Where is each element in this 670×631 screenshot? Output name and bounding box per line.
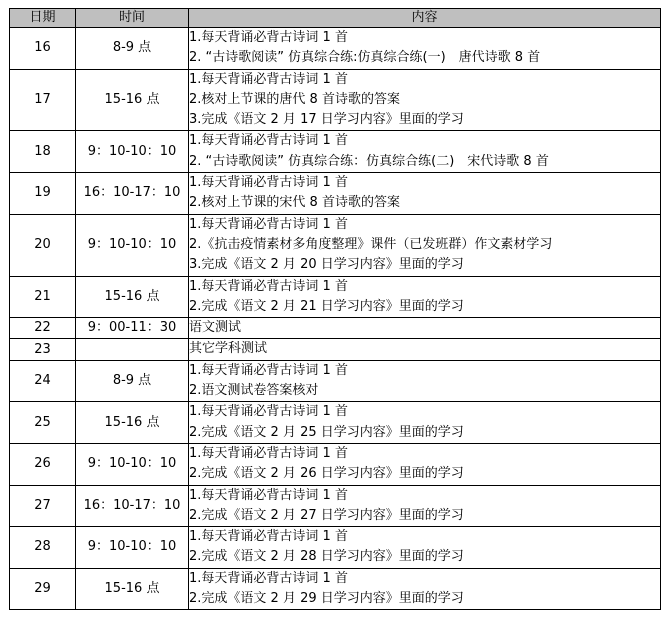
content-line: 2.完成《语文 2 月 29 日学习内容》里面的学习 xyxy=(189,591,464,607)
content-line: 1.每天背诵必背古诗词 1 首 xyxy=(189,362,348,378)
time-cell: 15-16 点 xyxy=(76,276,189,318)
date-cell: 19 xyxy=(10,173,76,215)
content-cell xyxy=(189,28,661,70)
content-line: 1.每天背诵必背古诗词 1 首 xyxy=(189,529,348,545)
time-cell: 16：10-17：10 xyxy=(76,485,189,527)
content-line: 1.每天背诵必背古诗词 1 首 xyxy=(189,30,348,45)
content-cell xyxy=(189,360,661,402)
time-cell xyxy=(76,339,189,360)
content-line: 1.每天背诵必背古诗词 1 首 xyxy=(189,71,348,87)
content-cell xyxy=(189,276,661,318)
content-line: 2.核对上节课的唐代 8 首诗歌的答案 xyxy=(189,91,400,107)
content-cell xyxy=(189,527,661,569)
table-row xyxy=(10,276,661,318)
time-cell: 9：10-10：10 xyxy=(76,214,189,276)
date-cell: 23 xyxy=(10,339,76,360)
content-cell xyxy=(189,318,661,339)
content-line: 1.每天背诵必背古诗词 1 首 xyxy=(189,404,348,420)
content-line: 1.每天背诵必背古诗词 1 首 xyxy=(189,216,348,232)
content-cell xyxy=(189,69,661,131)
content-cell xyxy=(189,402,661,444)
table-row xyxy=(10,402,661,444)
content-line: 3.完成《语文 2 月 17 日学习内容》里面的学习 xyxy=(189,112,464,128)
date-cell: 17 xyxy=(10,69,76,131)
content-line: 语文测试 xyxy=(189,320,242,336)
table-row xyxy=(10,173,661,215)
time-cell: 15-16 点 xyxy=(76,568,189,610)
content-line: 2.完成《语文 2 月 27 日学习内容》里面的学习 xyxy=(189,507,464,523)
table-row xyxy=(10,131,661,173)
content-line: 2. “古诗歌阅读” 仿真综合练:仿真综合练(一) 唐代诗歌 8 首 xyxy=(189,50,541,66)
time-cell: 16：10-17：10 xyxy=(76,173,189,215)
content-cell xyxy=(189,568,661,610)
time-cell: 15-16 点 xyxy=(76,69,189,131)
table-row xyxy=(10,568,661,610)
header-row xyxy=(10,9,661,28)
time-cell: 9：10-10：10 xyxy=(76,443,189,485)
content-line: 2.完成《语文 2 月 28 日学习内容》里面的学习 xyxy=(189,549,464,565)
date-cell: 18 xyxy=(10,131,76,173)
content-line: 1.每天背诵必背古诗词 1 首 xyxy=(189,570,348,586)
table-row xyxy=(10,214,661,276)
table-row xyxy=(10,339,661,360)
content-line: 3.完成《语文 2 月 20 日学习内容》里面的学习 xyxy=(189,257,464,273)
time-cell: 8-9 点 xyxy=(76,360,189,402)
content-line: 1.每天背诵必背古诗词 1 首 xyxy=(189,445,348,461)
table-row xyxy=(10,443,661,485)
content-line: 1.每天背诵必背古诗词 1 首 xyxy=(189,175,348,191)
table-row xyxy=(10,28,661,70)
content-line: 2.核对上节课的宋代 8 首诗歌的答案 xyxy=(189,195,400,211)
date-cell: 29 xyxy=(10,568,76,610)
content-line: 1.每天背诵必背古诗词 1 首 xyxy=(189,278,348,294)
content-line: 2.语文测试卷答案核对 xyxy=(189,383,319,399)
date-cell: 21 xyxy=(10,276,76,318)
table-row xyxy=(10,360,661,402)
date-cell: 25 xyxy=(10,402,76,444)
date-cell: 28 xyxy=(10,527,76,569)
time-cell: 9：10-10：10 xyxy=(76,131,189,173)
time-cell: 9：10-10：10 xyxy=(76,527,189,569)
content-cell xyxy=(189,214,661,276)
content-cell xyxy=(189,485,661,527)
time-cell: 8-9 点 xyxy=(76,28,189,70)
content-line: 2.完成《语文 2 月 21 日学习内容》里面的学习 xyxy=(189,298,464,314)
content-line: 2.完成《语文 2 月 25 日学习内容》里面的学习 xyxy=(189,424,464,440)
table-row xyxy=(10,318,661,339)
date-cell: 20 xyxy=(10,214,76,276)
content-line: 1.每天背诵必背古诗词 1 首 xyxy=(189,487,348,503)
content-cell xyxy=(189,131,661,173)
table-row xyxy=(10,485,661,527)
date-cell: 16 xyxy=(10,28,76,70)
date-cell: 24 xyxy=(10,360,76,402)
table-row xyxy=(10,69,661,131)
header-content: 内容 xyxy=(189,9,661,28)
table-row xyxy=(10,527,661,569)
time-cell: 15-16 点 xyxy=(76,402,189,444)
header-date: 日期 xyxy=(10,9,76,28)
date-cell: 26 xyxy=(10,443,76,485)
content-line: 2.完成《语文 2 月 26 日学习内容》里面的学习 xyxy=(189,466,464,482)
content-cell xyxy=(189,173,661,215)
content-line: 其它学科测试 xyxy=(189,341,268,357)
content-cell xyxy=(189,339,661,360)
content-line: 2.《抗击疫情素材多角度整理》课件（已发班群）作文素材学习 xyxy=(189,236,553,252)
time-cell: 9：00-11：30 xyxy=(76,318,189,339)
date-cell: 22 xyxy=(10,318,76,339)
content-line: 1.每天背诵必背古诗词 1 首 xyxy=(189,133,348,149)
date-cell: 27 xyxy=(10,485,76,527)
header-time: 时间 xyxy=(76,9,189,28)
schedule-table xyxy=(9,8,661,610)
content-cell xyxy=(189,443,661,485)
content-line: 2. “古诗歌阅读” 仿真综合练：仿真综合练(二) 宋代诗歌 8 首 xyxy=(189,153,549,169)
